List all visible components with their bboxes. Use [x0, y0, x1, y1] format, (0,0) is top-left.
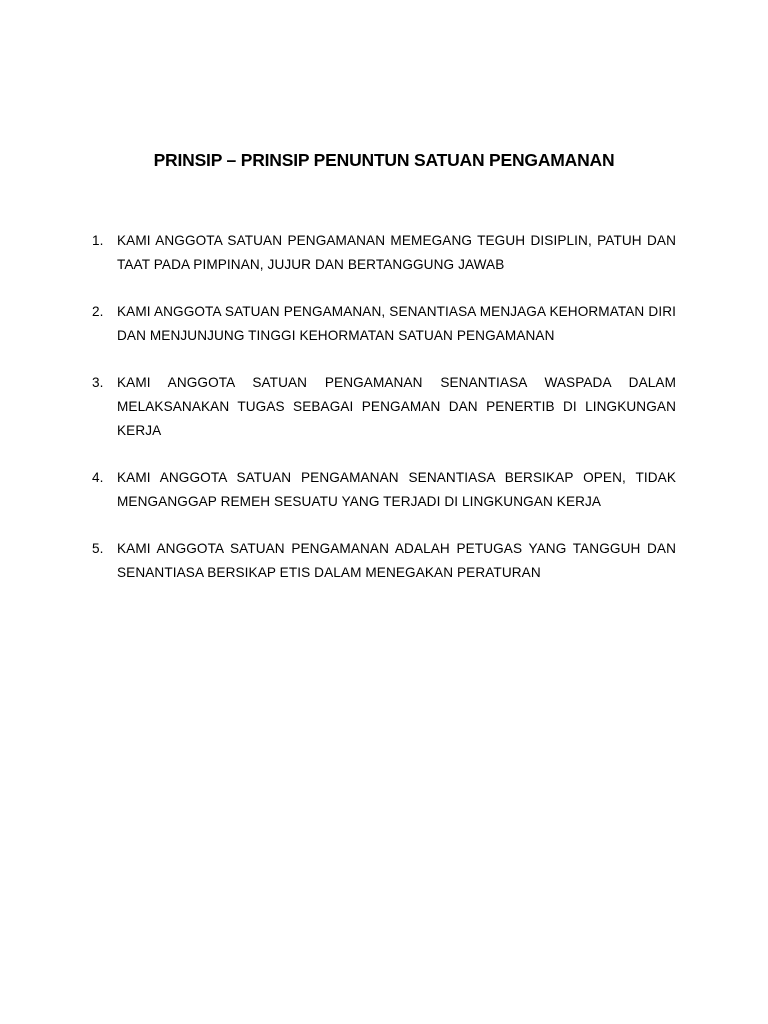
item-text: KAMI ANGGOTA SATUAN PENGAMANAN SENANTIASA BERSIKAP OPEN, TIDAK MENGANGGAP REMEH SESUATU YANG TERJADI DI LINGKUNGAN KERJA: [117, 470, 676, 509]
list-item: [92, 300, 676, 348]
item-text: KAMI ANGGOTA SATUAN PENGAMANAN ADALAH PETUGAS YANG TANGGUH DAN SENANTIASA BERSIKAP ETIS DALAM MENEGAKAN PERATURAN: [117, 541, 676, 580]
item-number: 5.: [92, 541, 104, 556]
list-item: [92, 371, 676, 443]
item-number: 1.: [92, 233, 104, 248]
principles-list: [92, 229, 676, 608]
item-number: 2.: [92, 304, 104, 319]
list-item: [92, 229, 676, 277]
list-item: [92, 466, 676, 514]
item-text: KAMI ANGGOTA SATUAN PENGAMANAN, SENANTIASA MENJAGA KEHORMATAN DIRI DAN MENJUNJUNG TINGGI KEHORMATAN SATUAN PENGAMANAN: [117, 304, 676, 343]
item-number: 4.: [92, 470, 104, 485]
item-text: KAMI ANGGOTA SATUAN PENGAMANAN MEMEGANG TEGUH DISIPLIN, PATUH DAN TAAT PADA PIMPINAN, JUJUR DAN BERTANGGUNG JAWAB: [117, 233, 676, 272]
document-title: PRINSIP – PRINSIP PENUNTUN SATUAN PENGAMANAN: [153, 150, 615, 170]
list-item: [92, 537, 676, 585]
item-text: KAMI ANGGOTA SATUAN PENGAMANAN SENANTIASA WASPADA DALAM MELAKSANAKAN TUGAS SEBAGAI PENGAMAN DAN PENERTIB DI LINGKUNGAN KERJA: [117, 375, 676, 438]
item-number: 3.: [92, 375, 104, 390]
